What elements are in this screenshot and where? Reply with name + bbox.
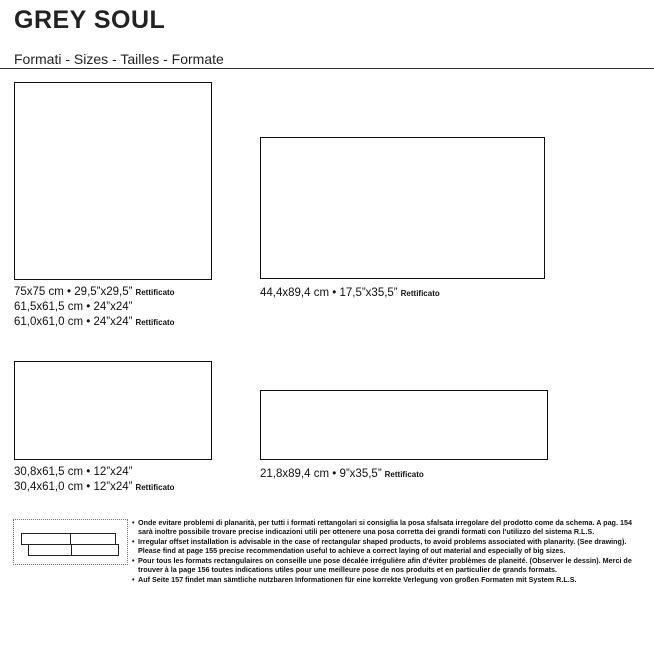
format-caption-44x89 <box>260 286 440 301</box>
format-line: 44,4x89,4 cm • 17,5”x35,5” Rettificato <box>260 287 440 299</box>
format-caption-22x89 <box>260 467 424 482</box>
rectified-tag: Rettificato <box>400 289 440 298</box>
note-item: • Irregular offset installation is advisable in the case of rectangular shaped products, to avoid problems associated with planarity. (See drawing). Please find at page 155 precise recommendation useful to achieve a correct laying of out material and especially of big sizes. <box>132 537 644 556</box>
format-caption-75x75 <box>14 285 175 330</box>
format-line: 61,0x61,0 cm • 24”x24” Rettificato <box>14 316 175 328</box>
installation-notes <box>132 518 644 585</box>
tile-30x61-rectangle <box>14 361 212 460</box>
header-divider <box>0 68 654 69</box>
rectified-tag: Rettificato <box>135 483 175 492</box>
format-caption-30x61 <box>14 465 175 495</box>
page-title: GREY SOUL <box>14 6 166 34</box>
format-line: 21,8x89,4 cm • 9”x35,5” Rettificato <box>260 468 424 480</box>
format-line: 30,8x61,5 cm • 12”x24” <box>14 466 133 478</box>
tile-75x75-square <box>14 82 212 280</box>
rectified-tag: Rettificato <box>384 470 424 479</box>
format-line: 75x75 cm • 29,5”x29,5” Rettificato <box>14 286 175 298</box>
rectified-tag: Rettificato <box>135 288 175 297</box>
note-item: • Auf Seite 157 findet man sämtliche nutzbaren Informationen für eine korrekte Verlegung von großen Formaten mit System R.L.S. <box>132 575 644 584</box>
note-item: • Pour tous les formats rectangulaires on conseille une pose décalée irrégulière afin d'éviter problèmes de planeité. (Observer le dessin). Merci de trouver à la page 156 toutes indications utiles pour une meilleure pose de nos produits et en particulier de grands formats. <box>132 556 644 575</box>
tile-44x89-rectangle <box>260 137 545 279</box>
rectified-tag: Rettificato <box>135 318 175 327</box>
diagram-brick <box>28 544 72 556</box>
offset-laying-diagram <box>13 519 128 565</box>
diagram-brick <box>71 544 119 556</box>
format-line: 61,5x61,5 cm • 24”x24” <box>14 301 133 313</box>
note-item: • Onde evitare problemi di planarità, per tutti i formati rettangolari si consiglia la posa sfalsata irregolare del prodotto come da schema. A pag. 154 sarà inoltre possibile trovare precise indicazioni utili per ottenere una posa corretta dei grandi formati con l'utilizzo del sistema R.L.S. <box>132 518 644 537</box>
format-line: 30,4x61,0 cm • 12”x24” Rettificato <box>14 481 175 493</box>
tile-22x89-rectangle <box>260 390 548 460</box>
section-subtitle: Formati - Sizes - Tailles - Formate <box>14 51 224 67</box>
